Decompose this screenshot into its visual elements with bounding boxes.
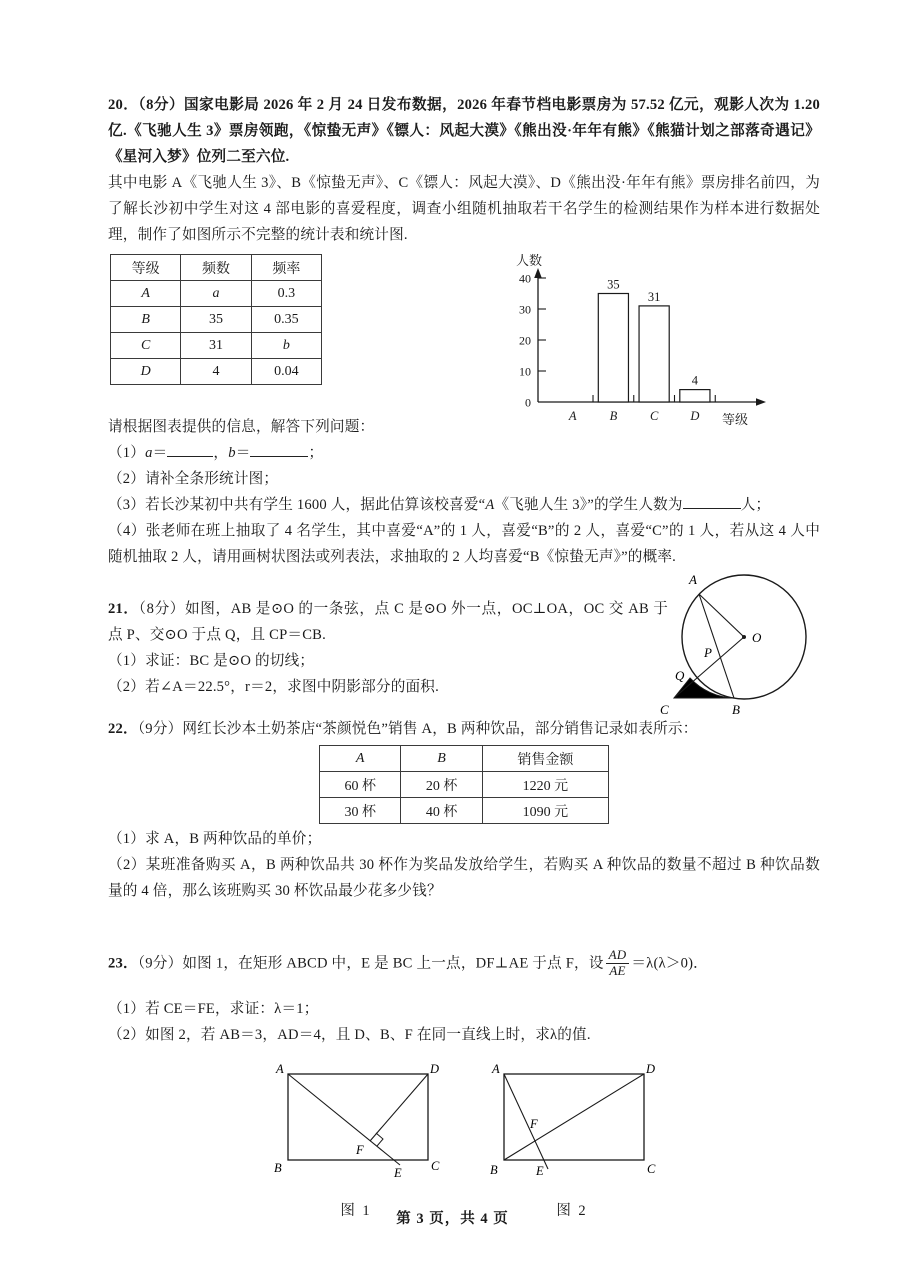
question-20-stem-bold: 国家电影局 2026 年 2 月 24 日发布数据，2026 年春节档电影票房为 57.52 亿元，观影人次为 1.20 亿.《飞驰人生 3》票房领跑，《惊蛰无声》《镖人：风起大漠》《熊出没·年年有熊》《熊猫计划之部落奇遇记》《星河入梦》位列二至六位. xyxy=(108,97,820,165)
chart-y-axis-label: 人数 xyxy=(516,253,543,268)
figure-2-block xyxy=(482,1060,662,1220)
circle-figure xyxy=(652,560,832,730)
chart-category-label-a: A xyxy=(568,409,577,423)
figure-2-caption: 图 2 xyxy=(556,1203,588,1220)
label-d: D xyxy=(430,1062,440,1077)
header-sales-amount: 销售金额 xyxy=(482,746,608,772)
cell-amount-row2: 1090 元 xyxy=(482,798,608,824)
segment-df xyxy=(370,1074,428,1141)
segment-ae xyxy=(504,1074,548,1169)
cell-b-qty-row2: 40 杯 xyxy=(401,798,482,824)
question-22-points: （9分） xyxy=(137,721,183,737)
label-b: B xyxy=(274,1161,282,1176)
chart-y-tick-label: 0 xyxy=(525,395,531,410)
cell-count-c: 31 xyxy=(181,333,251,359)
label-a: A xyxy=(492,1062,500,1077)
header-product-a: A xyxy=(320,746,401,772)
label-d: D xyxy=(646,1062,656,1077)
segment-bd xyxy=(504,1074,644,1160)
right-angle-mark xyxy=(376,1133,383,1146)
question-22-part-1: （1）求 A，B 两种饮品的单价； xyxy=(108,831,322,847)
chart-y-ticks xyxy=(519,272,546,410)
fraction-numerator: AD xyxy=(606,948,630,964)
part-3-text-mid: 《飞驰人生 3》”的学生人数为 xyxy=(494,497,683,513)
header-frequency-rate: 频率 xyxy=(251,255,321,281)
question-23-number: 23． xyxy=(108,955,138,972)
spacer xyxy=(108,904,820,930)
equals-sign-b: ＝ xyxy=(235,445,251,461)
cell-grade-a: A xyxy=(111,281,181,307)
sales-table xyxy=(319,745,609,824)
question-23-stem-pre: 如图 1，在矩形 ABCD 中，E 是 BC 上一点，DF⊥AE 于点 F，设 xyxy=(182,955,604,972)
spacer xyxy=(108,930,820,948)
question-20-lead-in: 请根据图表提供的信息，解答下列问题： xyxy=(108,419,375,435)
bar-chart xyxy=(490,252,790,427)
page-footer: 第 3 页，共 4 页 xyxy=(396,1211,509,1227)
label-c: C xyxy=(647,1162,656,1177)
header-product-b: B xyxy=(401,746,482,772)
question-20-part-1 xyxy=(108,440,820,466)
label-a: A xyxy=(276,1062,284,1077)
header-grade: 等级 xyxy=(111,255,181,281)
point-o-dot xyxy=(742,635,746,639)
cell-a-qty-row1: 60 杯 xyxy=(320,772,401,798)
question-23-part-2: （2）如图 2，若 AB＝3，AD＝4，且 D、B、F 在同一直线上时，求λ的值. xyxy=(108,1027,591,1044)
chart-y-tick-label: 40 xyxy=(519,271,531,286)
question-21-stem xyxy=(108,596,668,648)
cell-rate-c: b xyxy=(251,333,321,359)
chart-x-axis-arrow xyxy=(756,398,766,406)
part-3-text-pre: （3）若长沙某初中共有学生 1600 人，据此估算该校喜爱“ xyxy=(108,497,486,513)
comma-separator: ， xyxy=(213,445,229,461)
answer-blank-a[interactable] xyxy=(167,444,213,457)
label-b: B xyxy=(490,1163,498,1178)
table-header-row xyxy=(320,746,609,772)
chart-x-axis-label: 等级 xyxy=(722,412,749,427)
question-21 xyxy=(108,572,820,717)
frequency-table xyxy=(110,254,322,385)
table-row xyxy=(320,772,609,798)
question-20-stem-rest: 其中电影 A《飞驰人生 3》、B《惊蛰无声》、C《镖人：风起大漠》、D《熊出没·年年有熊》票房排名前四，为了解长沙初中学生对这 4 部电影的喜爱程度，调查小组随机抽取若干名学生的检测结果作为样本进行数据处理，制作了如图所示不完整的统计表和统计图. xyxy=(108,175,820,243)
question-22-number: 22． xyxy=(108,721,138,737)
table-row xyxy=(111,307,322,333)
table-header-row xyxy=(111,255,322,281)
cell-count-a: a xyxy=(181,281,251,307)
question-23-stem xyxy=(108,948,820,978)
chart-category-label-b: B xyxy=(609,409,618,423)
table-row xyxy=(111,281,322,307)
answer-blank-students[interactable] xyxy=(683,496,741,509)
chart-bar-d xyxy=(680,390,710,402)
label-o: O xyxy=(752,630,762,645)
chart-y-tick-label: 30 xyxy=(519,302,531,317)
table-row xyxy=(320,798,609,824)
table-row xyxy=(111,359,322,385)
label-c: C xyxy=(431,1159,440,1174)
question-22-part-2: （2）某班准备购买 A，B 两种饮品共 30 杯作为奖品发放给学生，若购买 A 种饮品的数量不超过 B 种饮品数量的 4 倍，那么该班购买 30 杯饮品最少花多少钱？ xyxy=(108,857,820,899)
chart-value-label-d: 4 xyxy=(691,373,699,388)
chart-category-label-d: D xyxy=(690,409,700,423)
cell-rate-d: 0.04 xyxy=(251,359,321,385)
question-23-points: （9分） xyxy=(137,955,183,972)
ratio-fraction xyxy=(606,948,630,978)
question-20-number: 20． xyxy=(108,97,139,113)
question-21-part-1: （1）求证：BC 是⊙O 的切线； xyxy=(108,653,315,669)
cell-amount-row1: 1220 元 xyxy=(482,772,608,798)
cell-b-qty-row1: 20 杯 xyxy=(401,772,482,798)
label-c: C xyxy=(660,702,669,717)
label-q: Q xyxy=(675,668,685,683)
label-b: B xyxy=(732,702,740,717)
question-22-stem-text: 网红长沙本土奶茶店“茶颜悦色”销售 A，B 两种饮品，部分销售记录如表所示： xyxy=(182,721,698,737)
variable-a: a xyxy=(145,445,153,461)
cell-count-d: 4 xyxy=(181,359,251,385)
table-row xyxy=(111,333,322,359)
question-23-stem-post: ＝λ(λ＞0)． xyxy=(631,955,708,972)
figure-1-svg xyxy=(266,1060,446,1188)
chart-y-axis-arrow xyxy=(534,268,542,278)
equals-sign-a: ＝ xyxy=(152,445,168,461)
cell-rate-b: 0.35 xyxy=(251,307,321,333)
chart-bar-c xyxy=(639,306,669,402)
question-20-points: （8分） xyxy=(138,97,185,113)
cell-grade-c: C xyxy=(111,333,181,359)
circle-figure-svg xyxy=(652,560,832,725)
header-frequency-count: 频数 xyxy=(181,255,251,281)
question-20-part-4: （4）张老师在班上抽取了 4 名学生，其中喜爱“A”的 1 人，喜爱“B”的 2 人，喜爱“C”的 1 人，若从这 4 人中随机抽取 2 人，请用画树状图法或列表法，求抽取的 2 人均喜爱“B《惊蛰无声》”的概率. xyxy=(108,523,820,565)
cell-count-b: 35 xyxy=(181,307,251,333)
question-21-part-2: （2）若∠A＝22.5°，r＝2，求图中阴影部分的面积. xyxy=(108,679,439,695)
chart-value-label-b: 35 xyxy=(607,277,620,292)
question-21-points: （8分） xyxy=(138,601,186,617)
chart-y-tick-label: 10 xyxy=(519,364,531,379)
cell-grade-d: D xyxy=(111,359,181,385)
question-21-stem-text: 如图，AB 是⊙O 的一条弦，点 C 是⊙O 外一点，OC⊥OA，OC 交 AB 于点 P、交⊙O 于点 Q，且 CP＝CB. xyxy=(108,601,668,643)
question-20-part-3 xyxy=(108,492,820,518)
chart-y-tick-label: 20 xyxy=(519,333,531,348)
figure-1-block xyxy=(266,1060,446,1220)
chart-value-label-c: 31 xyxy=(647,289,661,304)
label-e: E xyxy=(394,1166,402,1181)
cell-a-qty-row2: 30 杯 xyxy=(320,798,401,824)
label-f: F xyxy=(356,1143,364,1158)
question-23-part-1: （1）若 CE＝FE，求证：λ＝1； xyxy=(108,1001,319,1018)
bar-chart-svg xyxy=(490,252,790,427)
question-20-part-2: （2）请补全条形统计图； xyxy=(108,471,279,487)
fraction-denominator: AE xyxy=(609,962,626,978)
figure-2-svg xyxy=(482,1060,662,1188)
cell-grade-b: B xyxy=(111,307,181,333)
figure-1-caption: 图 1 xyxy=(340,1203,372,1220)
label-f: F xyxy=(530,1117,538,1132)
question-21-number: 21． xyxy=(108,601,139,617)
spacer xyxy=(108,978,820,996)
variable-b: b xyxy=(228,445,236,461)
movie-label-a: A xyxy=(485,497,495,513)
cell-rate-a: 0.3 xyxy=(251,281,321,307)
segment-ae xyxy=(288,1074,400,1165)
part-1-label: （1） xyxy=(108,445,146,461)
label-a: A xyxy=(689,572,697,587)
answer-blank-b[interactable] xyxy=(250,444,308,457)
part-3-text-end: 人； xyxy=(740,497,771,513)
chart-category-label-c: C xyxy=(649,409,659,423)
label-p: P xyxy=(704,645,712,660)
label-e: E xyxy=(536,1164,544,1179)
question-23-figures xyxy=(108,1060,820,1220)
question-20-stem xyxy=(108,92,820,170)
chart-bar-b xyxy=(598,294,628,403)
part-1-end: ； xyxy=(308,445,324,461)
page-content xyxy=(108,92,820,1220)
